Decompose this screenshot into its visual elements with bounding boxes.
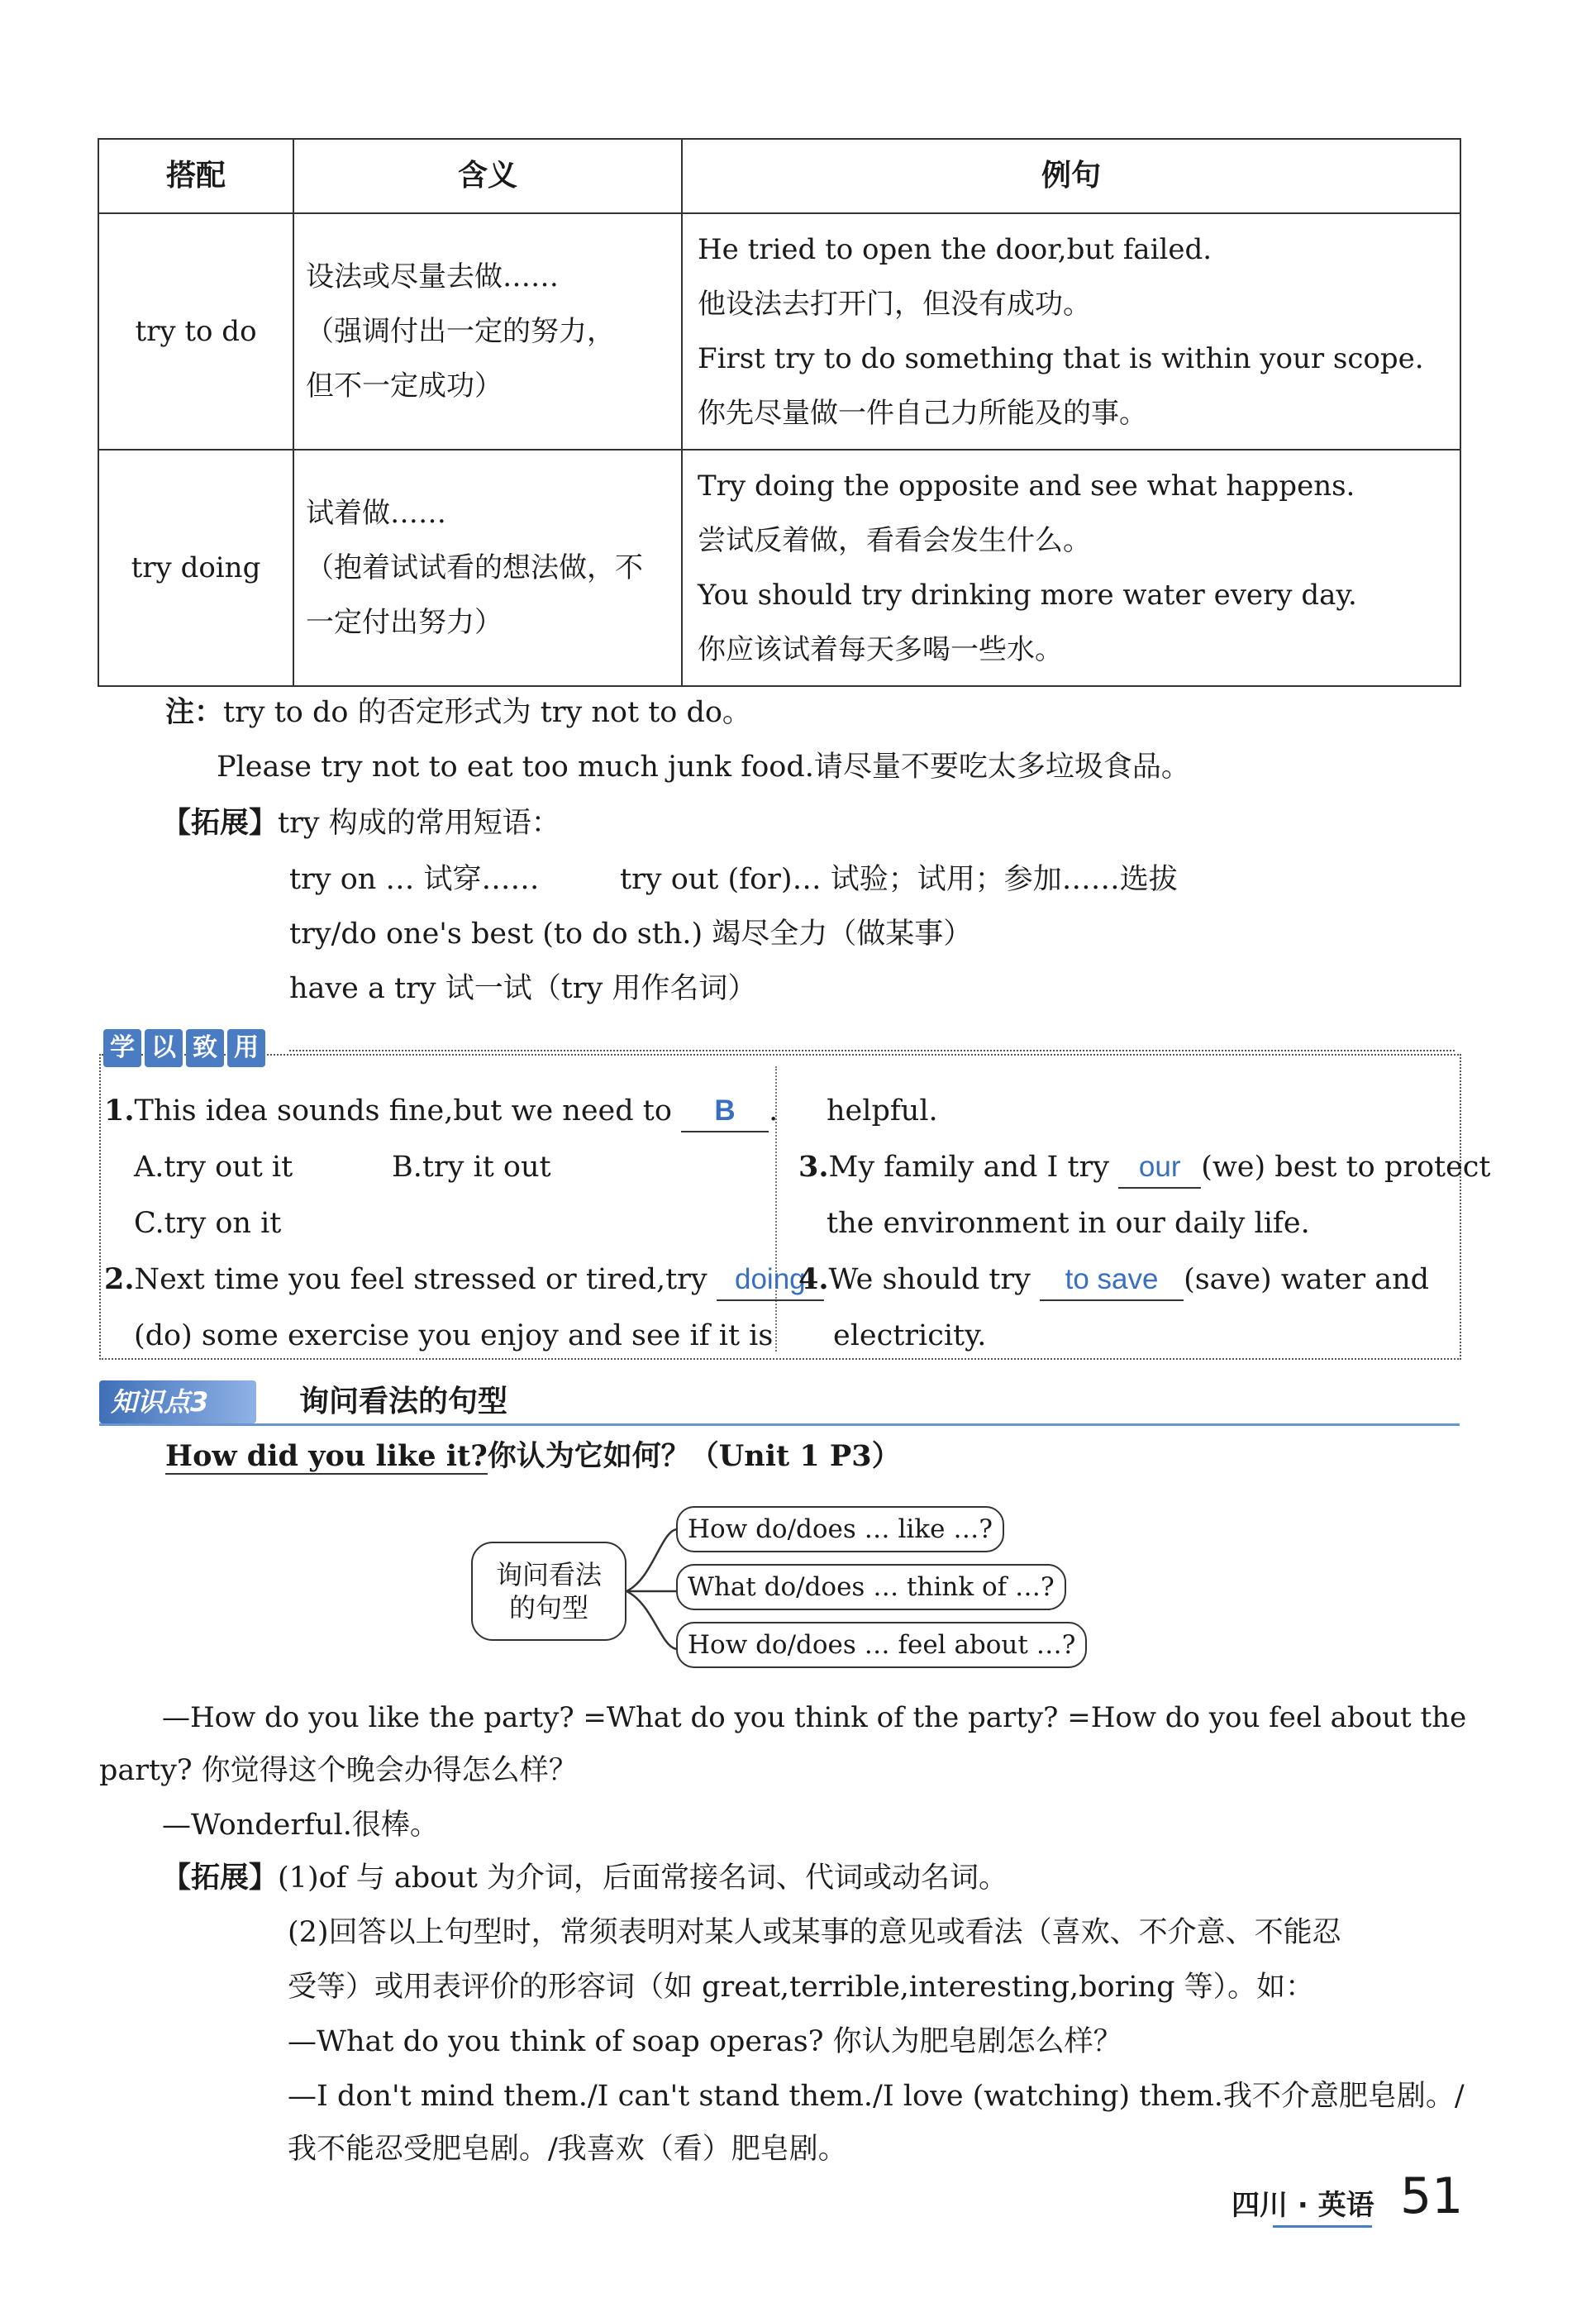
phrase-cell: try to do	[98, 213, 293, 450]
question-2-line: (do) some exercise you enjoy and see if it is	[134, 1319, 774, 1352]
question-3	[798, 1147, 1490, 1189]
expand-intro: try 构成的常用短语：	[278, 807, 560, 840]
option-b: B.try it out	[392, 1151, 551, 1184]
answer-blank: B	[681, 1091, 769, 1132]
footer-label: 四川 · 英语	[1232, 2189, 1374, 2222]
expand-label: 【拓展】	[162, 807, 279, 840]
question-stem: (we) best to protect	[1201, 1151, 1491, 1184]
meaning-line: 试着做……	[306, 497, 446, 530]
question-stem: My family and I try	[828, 1151, 1110, 1184]
footer-underline	[1273, 2225, 1372, 2228]
question-4	[798, 1260, 1429, 1301]
table-header: 含义	[293, 139, 682, 213]
section-title: 询问看法的句型	[299, 1385, 508, 1418]
question-stem: (save) water and	[1184, 1263, 1430, 1296]
question-4-line: electricity.	[833, 1319, 987, 1352]
mindmap-branch: How do/does … feel about …?	[676, 1622, 1087, 1668]
dialog-line: —How do you like the party? =What do you think of the party? =How do you feel about the	[162, 1701, 1467, 1734]
expand-line: —I don't mind them./I can't stand them./I love (watching) them.我不介意肥皂剧。/	[288, 2080, 1465, 2113]
answer-blank: doing	[717, 1260, 824, 1301]
note-label: 注：	[165, 696, 224, 729]
header-char: 以	[145, 1029, 183, 1067]
mindmap-branch: How do/does … like …?	[676, 1506, 1004, 1552]
option-c: C.try on it	[134, 1207, 282, 1240]
meaning-line: 但不一定成功）	[306, 369, 503, 403]
answer-blank: our	[1118, 1147, 1201, 1189]
meaning-cell	[293, 213, 682, 450]
header-char: 学	[103, 1029, 141, 1067]
header-divider	[289, 1050, 1455, 1051]
page-number: 51	[1400, 2167, 1464, 2225]
question-stem: Next time you feel stressed or tired,try	[134, 1263, 707, 1296]
meaning-line: 设法或尽量去做……	[306, 260, 559, 293]
example-line: You should try drinking more water every day.	[698, 579, 1357, 612]
phrase-cell: try doing	[98, 450, 293, 686]
example-cell	[682, 213, 1460, 450]
phrase-item: try out (for)… 试验；试用；参加……选拔	[620, 863, 1178, 896]
sentence-english: How did you like it?	[165, 1439, 488, 1473]
note-text: try to do 的否定形式为 try not to do。	[223, 696, 751, 729]
question-2-line: helpful.	[827, 1094, 938, 1128]
note	[165, 693, 751, 732]
phrase-item: have a try 试一试（try 用作名词）	[289, 972, 757, 1005]
question-stem: This idea sounds fine,but we need to	[134, 1094, 672, 1128]
phrase-item: try/do one's best (to do sth.) 竭尽全力（做某事）	[289, 918, 973, 951]
table-header: 例句	[682, 139, 1460, 213]
knowledge-point-tag: 知识点3	[99, 1380, 256, 1423]
exercise-header	[103, 1029, 265, 1067]
example-line: 尝试反着做，看看会发生什么。	[698, 524, 1091, 557]
example-cell	[682, 450, 1460, 686]
example-line: Try doing the opposite and see what happens.	[698, 470, 1355, 503]
question-number: 3.	[798, 1150, 829, 1184]
table-header: 搭配	[98, 139, 293, 213]
expand-section-2	[162, 1858, 1008, 1898]
answer-blank: to save	[1040, 1260, 1184, 1301]
question-1	[104, 1091, 778, 1132]
meaning-cell	[293, 450, 682, 686]
expand-line: 受等）或用表评价的形容词（如 great,terrible,interesting,boring 等）。如：	[288, 1971, 1315, 2004]
question-2	[104, 1260, 824, 1301]
note-example: Please try not to eat too much junk food.请尽量不要吃太多垃圾食品。	[217, 751, 1190, 784]
example-line: 你应该试着每天多喝一些水。	[698, 633, 1063, 666]
phrase-item: try on … 试穿……	[289, 863, 540, 896]
example-line: 你先尽量做一件自己力所能及的事。	[698, 397, 1147, 430]
mindmap-center	[471, 1542, 626, 1641]
example-line: 他设法去打开门，但没有成功。	[698, 288, 1091, 321]
question-stem: We should try	[828, 1263, 1031, 1296]
header-char: 致	[186, 1029, 224, 1067]
key-sentence	[165, 1437, 901, 1476]
question-number: 2.	[104, 1262, 135, 1296]
expand-line: (1)of 与 about 为介词，后面常接名词、代词或动名词。	[278, 1862, 1008, 1895]
dialog-line: party? 你觉得这个晚会办得怎么样？	[99, 1754, 578, 1787]
example-line: He tried to open the door,but failed.	[698, 233, 1212, 266]
sentence-translation: 你认为它如何？	[487, 1440, 690, 1473]
center-line: 询问看法	[495, 1559, 602, 1590]
table-row	[98, 450, 1460, 686]
expand-label: 【拓展】	[162, 1862, 279, 1895]
dialog-line: —Wonderful.很棒。	[162, 1809, 439, 1842]
sentence-source: （Unit 1 P3）	[689, 1439, 901, 1473]
table-header-row	[98, 139, 1460, 213]
mindmap-branch: What do/does … think of …?	[676, 1564, 1066, 1610]
example-line: First try to do something that is within your scope.	[698, 342, 1424, 375]
expand-line: (2)回答以上句型时，常须表明对某人或某事的意见或看法（喜欢、不介意、不能忍	[288, 1916, 1341, 1949]
meaning-line: （抱着试试看的想法做，不	[306, 551, 643, 584]
center-line: 的句型	[508, 1592, 588, 1623]
option-a: A.try out it	[134, 1151, 293, 1184]
meaning-line: 一定付出努力）	[306, 606, 503, 639]
question-stem: .	[769, 1094, 779, 1128]
section-underline	[99, 1423, 1460, 1426]
expand-line: —What do you think of soap operas? 你认为肥皂剧怎么样？	[288, 2025, 1122, 2058]
expand-section	[162, 803, 560, 843]
question-number: 1.	[104, 1094, 135, 1128]
table-row	[98, 213, 1460, 450]
meaning-line: （强调付出一定的努力，	[306, 315, 615, 348]
expand-line: 我不能忍受肥皂剧。/我喜欢（看）肥皂剧。	[288, 2133, 847, 2166]
question-number: 4.	[798, 1262, 829, 1296]
usage-table	[98, 138, 1461, 687]
question-3-line: the environment in our daily life.	[827, 1207, 1310, 1240]
header-char: 用	[227, 1029, 265, 1067]
